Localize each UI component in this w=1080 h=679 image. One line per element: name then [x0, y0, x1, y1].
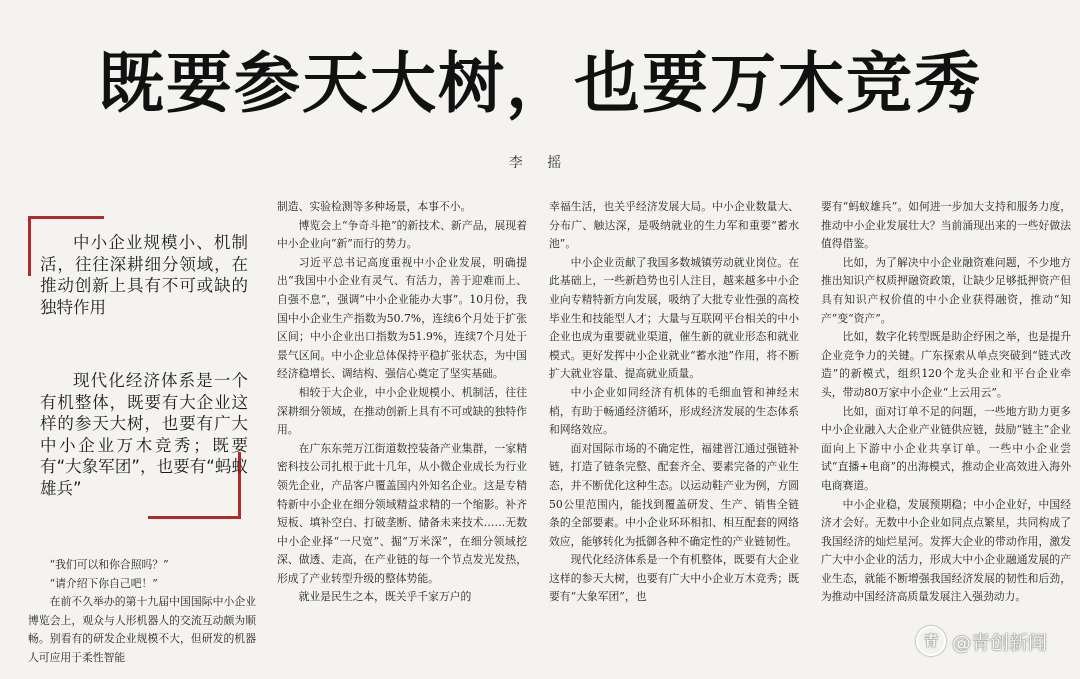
paragraph: 现代化经济体系是一个有机整体，既要有大企业这样的参天大树，也要有广大中小企业万木竞秀；既要有“大象军团”，也	[549, 553, 799, 604]
pull-quote-box	[28, 216, 250, 528]
column-1	[28, 556, 256, 668]
watermark-text: @青创新闻	[952, 631, 1048, 654]
paragraph: 制造、实验检测等多种场景，本事不小。	[277, 200, 472, 213]
paragraph: 博览会上“争奇斗艳”的新技术、新产品，展现着中小企业向“新”而行的势力。	[277, 218, 527, 251]
paragraph: 幸福生活，也关乎经济发展大局。中小企业数量大、分布广、触达深，是吸纳就业的生力军和重要“蓄水池”。	[549, 200, 799, 251]
paragraph: 在前不久举办的第十九届中国国际中小企业博览会上，观众与人形机器人的交流互动颇为顺畅。别看有的研发企业规模不大，但研发的机器人可应用于柔性智能	[28, 595, 256, 664]
paragraph: 在广东东莞万江街道数控装备产业集群，一家精密科技公司扎根于此十几年，从小微企业成长为行业领先企业，产品客户覆盖国内外知名企业。这是专精特新中小企业在细分领域精益求精的一个缩影。补齐短板、填补空白、打破垄断、储备未来技术……无数中小企业择“一尺宽”、掘“万米深”，在细分领域挖深、做透、走高，在产业链的每一个节点发光发热，形成了产业转型升级的整体势能。	[277, 441, 527, 585]
paragraph: 比如，面对订单不足的问题，一些地方助力更多中小企业融入大企业产业链供应链，鼓励“链主”企业面向上下游中小企业共享订单。一些中小企业尝试“直播+电商”的出海模式，推动企业高效进入海外电商赛道。	[821, 404, 1071, 492]
paragraph: 就业是民生之本，既关乎千家万户的	[298, 590, 472, 604]
pull-quote-1: 中小企业规模小、机制活，往往深耕细分领域，在推动创新上具有不可或缺的独特作用	[40, 233, 248, 317]
quote-bracket-top-left-vertical	[28, 216, 31, 276]
column-4	[821, 198, 1071, 607]
paragraph: 比如，为了解决中小企业融资难问题，不少地方推出知识产权质押融资政策，让缺少足够抵押资产但具有知识产权价值的中小企业获得融资，推动“知产”变“资产”。	[821, 255, 1071, 325]
paragraph: 比如，数字化转型既是助企纾困之举，也是提升企业竞争力的关键。广东探索从单点突破到“链式改造”的新模式，组织120个龙头企业和平台企业牵头，带动80万家中小企业“上云用云”。	[821, 330, 1071, 399]
paragraph: “我们可以和你合照吗？”	[49, 558, 169, 571]
paragraph: “请介绍下你自己吧！”	[49, 576, 158, 590]
quote-bracket-top-left	[28, 216, 104, 219]
paragraph: 相较于大企业，中小企业规模小、机制活，往往深耕细分领域，在推动创新上具有不可或缺的独特作用。	[277, 385, 527, 437]
source-watermark	[916, 624, 1047, 658]
paragraph: 中小企业如同经济有机体的毛细血管和神经末梢，有助于畅通经济循环，形成经济发展的生态体系和网络效应。	[549, 385, 799, 437]
article-byline: 李 摇	[508, 155, 572, 171]
column-2	[277, 198, 527, 607]
paragraph: 要有“蚂蚁雄兵”。如何进一步加大支持和服务力度，推动中小企业发展壮大？当前涌现出来的一些好做法值得借鉴。	[821, 200, 1071, 251]
watermark-logo-icon: 青	[916, 626, 946, 656]
paragraph: 习近平总书记高度重视中小企业发展，明确提出“我国中小企业有灵气、有活力，善于迎难而上、自强不息”，强调“中小企业能办大事”。10月份，我国中小企业生产指数为50.7%，连续6个月处于扩张区间；中小企业出口指数为51.9%，连续7个月处于景气区间。中小企业总体保持平稳扩张状态，为中国经济稳增长、调结构、强信心奠定了坚实基础。	[277, 255, 527, 381]
article-headline: 既要参天大树，也要万木竞秀	[98, 45, 982, 122]
paragraph: 中小企业稳，发展预期稳；中小企业好，中国经济才会好。无数中小企业如同点点繁星，共同构成了我国经济的灿烂星河。发挥大企业的带动作用，激发广大中小企业的活力，形成大中小企业融通发展的产业生态，就能不断增强我国经济发展的韧性和后劲，为推动中国经济高质量发展注入强劲动力。	[821, 497, 1071, 604]
paragraph: 面对国际市场的不确定性，福建晋江通过强链补链，打造了链条完整、配套齐全、要素完备的产业生态，并不断优化这种生态。以运动鞋产业为例，方圆50公里范围内，能找到覆盖研发、生产、销售全链条的全部要素。中小企业环环相扣、相互配套的网络效应，能够转化为抵御各种不确定性的产业链韧性。	[549, 441, 799, 548]
column-3	[549, 198, 799, 607]
paragraph: 中小企业贡献了我国多数城镇劳动就业岗位。在此基础上，一些新趋势也引人注目，越来越多中小企业向专精特新方向发展，吸纳了大批专业性强的高校毕业生和技能型人才；大量与互联网平台相关的中小企业也成为重要就业渠道，催生新的就业形态和就业模式。更好发挥中小企业就业“蓄水池”作用，将不断扩大就业容量、提高就业质量。	[549, 255, 799, 381]
quote-bracket-bottom-right	[148, 516, 241, 519]
pull-quote-2: 现代化经济体系是一个有机整体，既要有大企业这样的参天大树，也要有广大中小企业万木竞秀；既要有“大象军团”，也要有“蚂蚁雄兵”	[40, 371, 248, 498]
